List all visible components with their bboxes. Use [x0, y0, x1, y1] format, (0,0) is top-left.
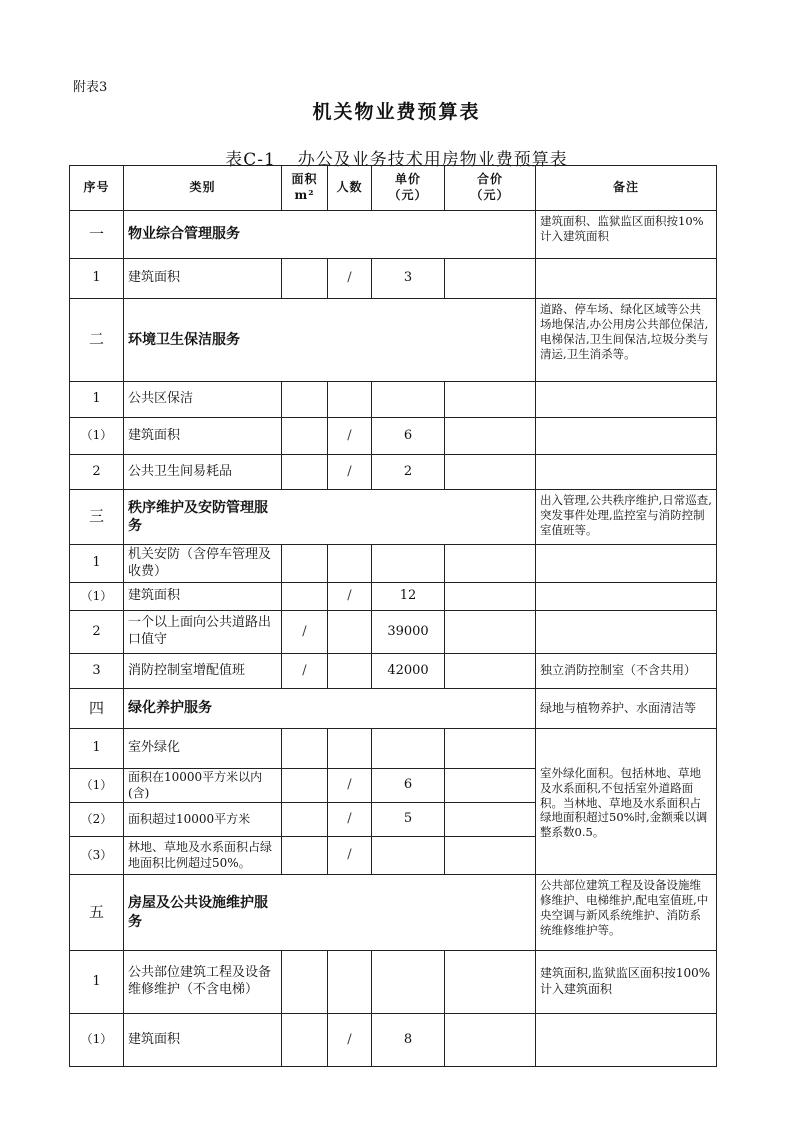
row-people	[328, 729, 372, 769]
row-total	[445, 654, 536, 689]
section-row	[70, 689, 717, 729]
row-total	[445, 951, 536, 1014]
row-no: 1	[70, 729, 124, 769]
row-people: /	[328, 837, 372, 875]
row-area	[282, 1014, 328, 1067]
section-no: 四	[70, 689, 124, 729]
section-name	[124, 490, 536, 545]
header-unit-price-label: 单价	[394, 172, 421, 187]
section-remark: 公共部位建筑工程及设备设施维修维护、电梯维护,配电室值班,中央空调与新风系统维护、消防系统维修维护等。	[536, 875, 717, 951]
row-unit-price	[372, 729, 445, 769]
header-unit-price	[372, 166, 445, 211]
section-name	[124, 875, 536, 951]
header-remark: 备注	[536, 166, 717, 211]
row-unit-price: 2	[372, 455, 445, 490]
section-row	[70, 299, 717, 382]
row-unit-price: 12	[372, 583, 445, 611]
row-category: 公共区保洁	[124, 382, 282, 418]
table-row	[70, 583, 717, 611]
section-remark: 绿地与植物养护、水面清洁等	[536, 689, 717, 729]
row-remark	[536, 583, 717, 611]
table-subtitle-text: 办公及业务技术用房物业费预算表	[297, 150, 568, 170]
row-category: 建筑面积	[124, 418, 282, 455]
section-name: 环境卫生保洁服务	[124, 299, 536, 382]
row-remark	[536, 418, 717, 455]
row-no: （1）	[70, 418, 124, 455]
row-remark	[536, 382, 717, 418]
row-area	[282, 951, 328, 1014]
row-total	[445, 583, 536, 611]
section-name: 物业综合管理服务	[124, 211, 536, 259]
row-no: 1	[70, 545, 124, 583]
row-unit-price	[372, 382, 445, 418]
row-total	[445, 418, 536, 455]
row-remark	[536, 611, 717, 654]
row-people: /	[328, 418, 372, 455]
table-code: 表C-1	[225, 150, 276, 170]
row-remark: 独立消防控制室（不含共用）	[536, 654, 717, 689]
row-people: /	[328, 803, 372, 837]
row-unit-price: 5	[372, 803, 445, 837]
row-people: /	[328, 769, 372, 803]
table-row	[70, 455, 717, 490]
section-row	[70, 875, 717, 951]
row-area: /	[282, 611, 328, 654]
row-unit-price	[372, 951, 445, 1014]
row-total	[445, 729, 536, 769]
header-category: 类别	[124, 166, 282, 211]
row-total	[445, 545, 536, 583]
row-people	[328, 951, 372, 1014]
row-no: （2）	[70, 803, 124, 837]
header-total-unit: （元）	[470, 188, 510, 202]
row-category: 面积超过10000平方米	[124, 803, 282, 837]
row-area	[282, 259, 328, 299]
row-people: /	[328, 1014, 372, 1067]
row-area	[282, 583, 328, 611]
row-area: /	[282, 654, 328, 689]
row-no: （1）	[70, 1014, 124, 1067]
table-row	[70, 951, 717, 1014]
row-no: 1	[70, 259, 124, 299]
row-unit-price: 8	[372, 1014, 445, 1067]
green-remark: 室外绿化面积。包括林地、草地及水系面积,不包括室外道路面积。当林地、草地及水系面积占绿地面积超过50%时,金额乘以调整系数0.5。	[536, 729, 717, 875]
row-people: /	[328, 259, 372, 299]
row-area	[282, 803, 328, 837]
row-unit-price: 6	[372, 769, 445, 803]
row-no: （1）	[70, 769, 124, 803]
row-area	[282, 837, 328, 875]
row-total	[445, 837, 536, 875]
row-people	[328, 654, 372, 689]
row-category: 面积在10000平方米以内(含)	[124, 769, 282, 803]
row-area	[282, 382, 328, 418]
row-category: 建筑面积	[124, 1014, 282, 1067]
annex-label: 附表3	[73, 80, 108, 95]
header-area-unit: m²	[294, 188, 315, 202]
header-area-label: 面积	[291, 172, 318, 187]
row-unit-price	[372, 545, 445, 583]
header-total-label: 合价	[476, 172, 503, 187]
row-total	[445, 611, 536, 654]
row-area	[282, 545, 328, 583]
section-no: 二	[70, 299, 124, 382]
header-no: 序号	[70, 166, 124, 211]
row-people	[328, 545, 372, 583]
table-row	[70, 654, 717, 689]
row-area	[282, 418, 328, 455]
header-row	[70, 166, 717, 211]
row-category: 一个以上面向公共道路出口值守	[124, 611, 282, 654]
row-total	[445, 1014, 536, 1067]
row-people: /	[328, 455, 372, 490]
section-no: 一	[70, 211, 124, 259]
row-category: 公共部位建筑工程及设备维修维护（不含电梯）	[124, 951, 282, 1014]
section-no: 五	[70, 875, 124, 951]
row-area	[282, 455, 328, 490]
row-category: 建筑面积	[124, 259, 282, 299]
row-remark	[536, 259, 717, 299]
row-area	[282, 729, 328, 769]
budget-table	[69, 165, 717, 1067]
table-row	[70, 611, 717, 654]
table-row	[70, 259, 717, 299]
page-title: 机关物业费预算表	[312, 101, 481, 123]
row-no: （1）	[70, 583, 124, 611]
table-row	[70, 382, 717, 418]
row-category: 建筑面积	[124, 583, 282, 611]
table-row	[70, 1014, 717, 1067]
table-row	[70, 418, 717, 455]
section-name: 绿化养护服务	[124, 689, 536, 729]
header-total	[445, 166, 536, 211]
row-unit-price: 3	[372, 259, 445, 299]
row-no: 1	[70, 382, 124, 418]
section-name-text: 房屋及公共设施维护服务	[128, 895, 268, 930]
row-total	[445, 259, 536, 299]
row-no: 3	[70, 654, 124, 689]
row-remark: 建筑面积,监狱监区面积按100%计入建筑面积	[536, 951, 717, 1014]
row-category: 林地、草地及水系面积占绿地面积比例超过50%。	[124, 837, 282, 875]
section-name-text: 秩序维护及安防管理服务	[128, 499, 268, 534]
row-total	[445, 455, 536, 490]
row-people	[328, 611, 372, 654]
row-total	[445, 382, 536, 418]
row-total	[445, 803, 536, 837]
section-remark: 出入管理,公共秩序维护,日常巡查,突发事件处理,监控室与消防控制室值班等。	[536, 490, 717, 545]
row-remark	[536, 1014, 717, 1067]
row-no: 2	[70, 611, 124, 654]
section-remark: 建筑面积、监狱监区面积按10%计入建筑面积	[536, 211, 717, 259]
row-total	[445, 769, 536, 803]
row-category: 机关安防（含停车管理及收费）	[124, 545, 282, 583]
row-remark	[536, 455, 717, 490]
row-people	[328, 382, 372, 418]
table-row	[70, 545, 717, 583]
header-unit-price-unit: （元）	[388, 188, 428, 202]
row-area	[282, 769, 328, 803]
row-category: 室外绿化	[124, 729, 282, 769]
row-unit-price	[372, 837, 445, 875]
header-people: 人数	[328, 166, 372, 211]
row-unit-price: 39000	[372, 611, 445, 654]
section-remark: 道路、停车场、绿化区域等公共场地保洁,办公用房公共部位保洁,电梯保洁,卫生间保洁,垃圾分类与清运,卫生消杀等。	[536, 299, 717, 382]
row-no: 2	[70, 455, 124, 490]
section-no: 三	[70, 490, 124, 545]
row-remark	[536, 545, 717, 583]
table-row	[70, 729, 717, 769]
section-row	[70, 211, 717, 259]
header-area	[282, 166, 328, 211]
row-category: 公共卫生间易耗品	[124, 455, 282, 490]
row-category: 消防控制室增配值班	[124, 654, 282, 689]
row-no: 1	[70, 951, 124, 1014]
row-unit-price: 6	[372, 418, 445, 455]
section-row	[70, 490, 717, 545]
row-no: （3）	[70, 837, 124, 875]
row-people: /	[328, 583, 372, 611]
row-unit-price: 42000	[372, 654, 445, 689]
